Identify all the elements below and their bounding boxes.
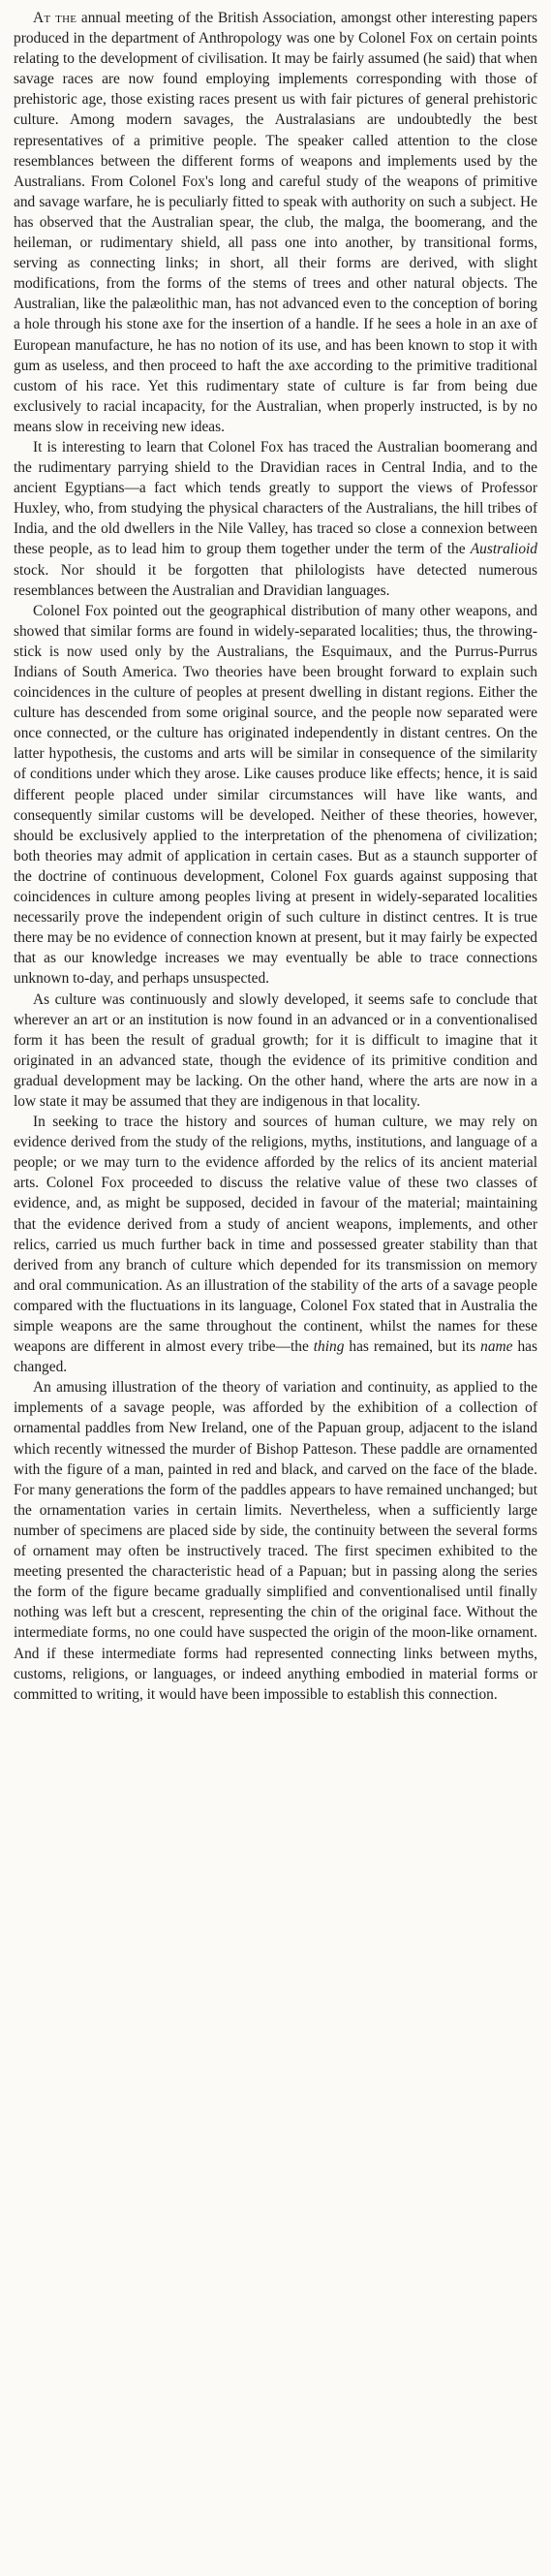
paragraph-6: An amusing illustration of the theory of variation and continuity, as applied to the implements of a savage people, was afforded by the exhibition of a collection of ornamental paddles from New Ireland, one of the Papuan group, adjacent to the island which recently witnessed the murder of Bishop Patteson. These paddle are ornamented with the figure of a man, painted in red and black, and carved on the face of the blade. For many generations the form of the paddles appears to have remained unchanged; but the ornamentation varies in certain limits. Nevertheless, when a sufficiently large number of specimens are placed side by side, the continuity between the several forms of ornament may often be instructively traced. The first specimen exhibited to the meeting presented the characteristic head of a Papuan; but in passing along the series the form of the figure became gradually simplified and conventionalised until finally nothing was left but a crescent, representing the chin of the original face. Without the intermediate forms, no one could have suspected the origin of the moon-like ornament. And if these intermediate forms had represented connecting links between myths, customs, religions, or languages, or indeed anything embodied in material forms or committed to writing, it would have been impossible to establish this connection. (14, 1379, 537, 1703)
paragraph-5 (14, 1112, 537, 1377)
paragraph-2-text-before: It is interesting to learn that Colonel Fox has traced the Australian boomerang and the rudimentary parrying shield to the Dravidian races in Central India, and to the ancient Egyptians—a fact which tends greatly to support the views of Professor Huxley, who, from studying the physical characters of the Australians, the hill tribes of India, and the old dwellers in the Nile Valley, has traced so close a connexion between these people, as to lead him to group them together under the term of the (14, 438, 537, 558)
paragraph-4: As culture was continuously and slowly developed, it seems safe to conclude that wherever an art or an institution is now found in an advanced or in a conventionalised form it has been the result of gradual growth; for it is difficult to imagine that it originated in an advanced state, though the evidence of its primitive condition and gradual development may be lacking. On the other hand, where the arts are now in a low state it may be assumed that they are indigenous in that locality. (14, 990, 537, 1110)
paragraph-5-emphasis-name: name (480, 1338, 513, 1356)
paragraph-5-text-after: has changed. (14, 1338, 537, 1376)
lead-in-small-caps: At the (33, 10, 77, 26)
paragraph-5-text-before: In seeking to trace the history and sources of human culture, we may rely on evidence derived from the study of the religions, myths, institutions, and language of a people; or we may turn to the evidence afforded by the relics of its ancient material arts. Colonel Fox proceeded to discuss the relative value of these two classes of evidence, and, as might be supposed, decided in favour of the material; maintaining that the evidence derived from a study of ancient weapons, implements, and other relics, carried us much further back in time and possessed greater stability than that derived from any branch of culture which depended for its transmission on memory and oral communication. As an illustration of the stability of the arts of a savage people compared with the fluctuations in its language, Colonel Fox stated that in Australia the simple weapons are the same throughout the continent, whilst the names for these weapons are different in almost every tribe—the (14, 1114, 537, 1356)
paragraph-5-emphasis-thing: thing (313, 1338, 345, 1356)
paragraph-1 (14, 8, 537, 437)
paragraph-5-text-middle: has remained, but its (344, 1338, 481, 1356)
paragraph-1-text: annual meeting of the British Association, amongst other interesting papers produced in the department of Anthropology was one by Colonel Fox on certain points relating to the development of civilisation. It may be fairly assumed (he said) that when savage races are now found employing implements corresponding with those of prehistoric age, those existing races present us with fair pictures of general prehistoric culture. Among modern savages, the Australasians are undoubtedly the best representatives of a primitive people. The speaker called attention to the close resemblances between the different forms of weapons and implements used by the Australians. From Colonel Fox's long and careful study of the weapons of primitive and savage warfare, he is peculiarly fitted to speak with authority on such a subject. He has observed that the Australian spear, the club, the malga, the boomerang, and the heileman, or rudimentary shield, all pass one into another, by transitional forms, serving as connecting links; in short, all their forms are derived, with slight modifications, from the forms of the stems of trees and other natural objects. The Australian, like the palæolithic man, has not advanced even to the conception of boring a hole through his stone axe for the insertion of a handle. If he sees a hole in an axe of European manufacture, he has no notion of its use, and has been known to stop it with gum as useless, and then proceed to haft the axe according to the primitive traditional custom of his race. Yet this rudimentary state of culture is far from being due exclusively to racial incapacity, for the Australian, when properly instructed, is by no means slow in receiving new ideas. (14, 10, 538, 435)
paragraph-3: Colonel Fox pointed out the geographical distribution of many other weapons, and showed that similar forms are found in widely-separated localities; thus, the throwing-stick is now used only by the Australians, the Esquimaux, and the Purrus-Purrus Indians of South America. Two theories have been brought forward to explain such coincidences in the culture of peoples at present dwelling in distant regions. Either the culture has descended from some original source, and the people now separated were once connected, or the culture has originated independently in distant centres. On the latter hypothesis, the customs and arts will be similar in consequence of the similarity of conditions under which they arose. Like causes produce like effects; hence, it is said different people placed under similar circumstances will have like wants, and consequently similar customs will be developed. Neither of these theories, however, should be exclusively applied to the interpretation of the phenomena of civilization; both theories may admit of application in certain cases. But as a staunch supporter of the doctrine of continuous development, Colonel Fox guards against supposing that coincidences in culture among peoples living at present in widely-separated localities necessarily prove the independent origin of such culture in distinct centres. It is true there may be no evidence of connection known at present, but it may fairly be expected that as our knowledge increases we may eventually be able to trace connections unknown to-day, and perhaps unsuspected. (14, 602, 537, 988)
paragraph-2 (14, 437, 537, 601)
paragraph-2-text-after: stock. Nor should it be forgotten that philologists have detected numerous resemblances between the Australian and Dravidian languages. (14, 561, 537, 599)
article-column (14, 8, 537, 1705)
paragraph-2-emphasis: Australioid (470, 541, 537, 558)
